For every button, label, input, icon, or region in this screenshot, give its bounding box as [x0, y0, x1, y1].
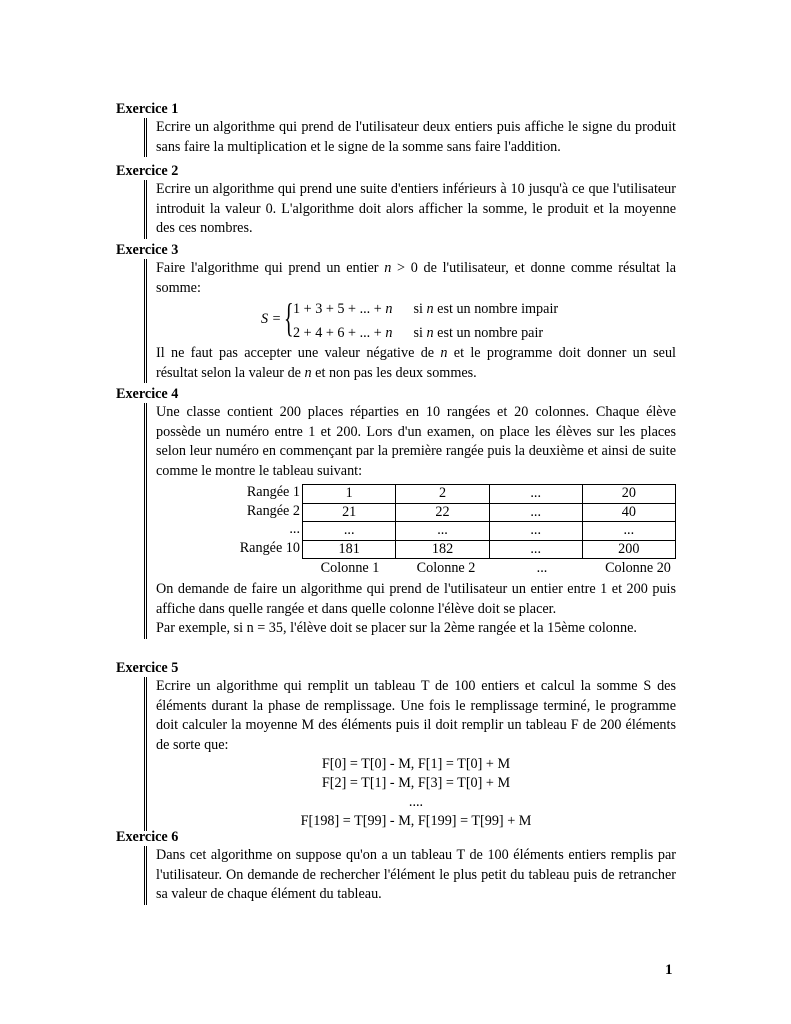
exercise-intro: Faire l'algorithme qui prend un entier n > 0 de l'utilisateur, et donne comme résultat la somme: [156, 260, 676, 296]
table-cell: 2 [396, 485, 489, 504]
table-cell: 40 [582, 503, 675, 522]
table-cell: ... [303, 522, 396, 541]
exercise-5 [116, 659, 676, 831]
row-label: Rangée 10 [239, 539, 300, 556]
exercise-4 [116, 385, 676, 639]
table-cell: ... [489, 522, 582, 541]
equation: F[0] = T[0] - M, F[1] = T[0] + M [321, 756, 511, 772]
exercise-2 [116, 162, 676, 239]
table-cell: 21 [303, 503, 396, 522]
row-label: ... [289, 521, 300, 537]
sum-formula [156, 295, 676, 344]
table-row [303, 503, 676, 522]
exercise-title: Exercice 6 [116, 829, 179, 845]
column-label: Colonne 20 [605, 560, 671, 576]
table-row [303, 540, 676, 559]
exercise-body [144, 403, 676, 639]
table-cell: ... [396, 522, 489, 541]
exercise-outro: Il ne faut pas accepter une valeur négative de n et le programme doit donner un seul résultat selon la valeur de n et non pas les deux sommes. [156, 345, 676, 381]
column-label: ... [536, 560, 548, 576]
exercise-body [144, 259, 676, 383]
exercise-3 [116, 241, 676, 383]
equation: F[198] = T[99] - M, F[199] = T[99] + M [300, 813, 532, 829]
row-label: Rangée 2 [246, 502, 300, 519]
table-cell: ... [489, 503, 582, 522]
formula-line-odd: 1 + 3 + 5 + ... + n si n est un nombre impair [293, 301, 559, 317]
row-labels [210, 484, 300, 558]
table-row [303, 522, 676, 541]
seating-table [302, 484, 676, 559]
exercise-intro: Ecrire un algorithme qui remplit un tableau T de 100 entiers et calcul la somme S des éléments durant la phase de remplissage. Une fois le remplissage terminé, le programme doit calculer la moyenne M des éléments puis il doit remplir un tableau F de 200 éléments de sorte que: [156, 678, 676, 753]
exercise-intro: Une classe contient 200 places réparties en 10 rangées et 20 colonnes. Chaque élève possède un numéro entre 1 et 200. Lors d'un examen, on place les élèves sur les places selon leur numéro en commençant par la première rangée puis la deuxième et ainsi de suite comme le montre le tableau suivant: [156, 404, 676, 479]
table-cell: 182 [396, 540, 489, 559]
table-row [303, 485, 676, 504]
exercise-body [144, 677, 676, 831]
table-cell: ... [489, 540, 582, 559]
exercise-body [144, 846, 676, 905]
formula-line-even: 2 + 4 + 6 + ... + n si n est un nombre pair [293, 325, 544, 341]
exercise-title: Exercice 5 [116, 660, 179, 676]
equation-ellipsis: .... [408, 794, 424, 810]
exercise-text: Dans cet algorithme on suppose qu'on a un tableau T de 100 éléments entiers remplis par l'utilisateur. On demande de rechercher l'élément le plus petit du tableau puis de retrancher sa valeur de chaque élément du tableau. [156, 847, 676, 902]
row-label: Rangée 1 [246, 484, 300, 500]
exercise-example: Par exemple, si n = 35, l'élève doit se placer sur la 2ème rangée et la 15ème colonne. [156, 620, 637, 636]
table-cell: 200 [582, 540, 675, 559]
column-labels [302, 559, 686, 579]
exercise-title: Exercice 1 [116, 101, 179, 117]
exercise-body [144, 118, 676, 157]
exercise-body [144, 180, 676, 239]
column-label: Colonne 1 [320, 560, 380, 576]
exercise-6 [116, 828, 676, 905]
exercise-outro: On demande de faire un algorithme qui prend de l'utilisateur un entier entre 1 et 200 puis affiche dans quelle rangée et dans quelle colonne l'élève doit se placer. [156, 581, 676, 617]
table-cell: ... [582, 522, 675, 541]
table-cell: 181 [303, 540, 396, 559]
table-cell: ... [489, 485, 582, 504]
exercise-1 [116, 100, 676, 157]
formula-brace: { [284, 295, 294, 340]
exercise-text: Ecrire un algorithme qui prend une suite d'entiers inférieurs à 10 jusqu'à ce que l'utilisateur introduit la valeur 0. L'algorithme doit alors afficher la somme, le produit et la moyenne des ces nombres. [156, 181, 676, 236]
exercise-title: Exercice 2 [116, 163, 179, 179]
page-number: 1 [665, 962, 673, 978]
column-label: Colonne 2 [416, 560, 476, 576]
seating-table-wrap [156, 484, 676, 580]
exercise-title: Exercice 4 [116, 386, 179, 402]
table-cell: 1 [303, 485, 396, 504]
formula-s-label: S = [261, 311, 282, 327]
table-cell: 20 [582, 485, 675, 504]
equation: F[2] = T[1] - M, F[3] = T[0] + M [321, 775, 511, 791]
table-cell: 22 [396, 503, 489, 522]
exercise-title: Exercice 3 [116, 242, 179, 258]
exercise-text: Ecrire un algorithme qui prend de l'utilisateur deux entiers puis affiche le signe du produit sans faire la multiplication et le signe de la somme sans faire l'addition. [156, 119, 676, 155]
